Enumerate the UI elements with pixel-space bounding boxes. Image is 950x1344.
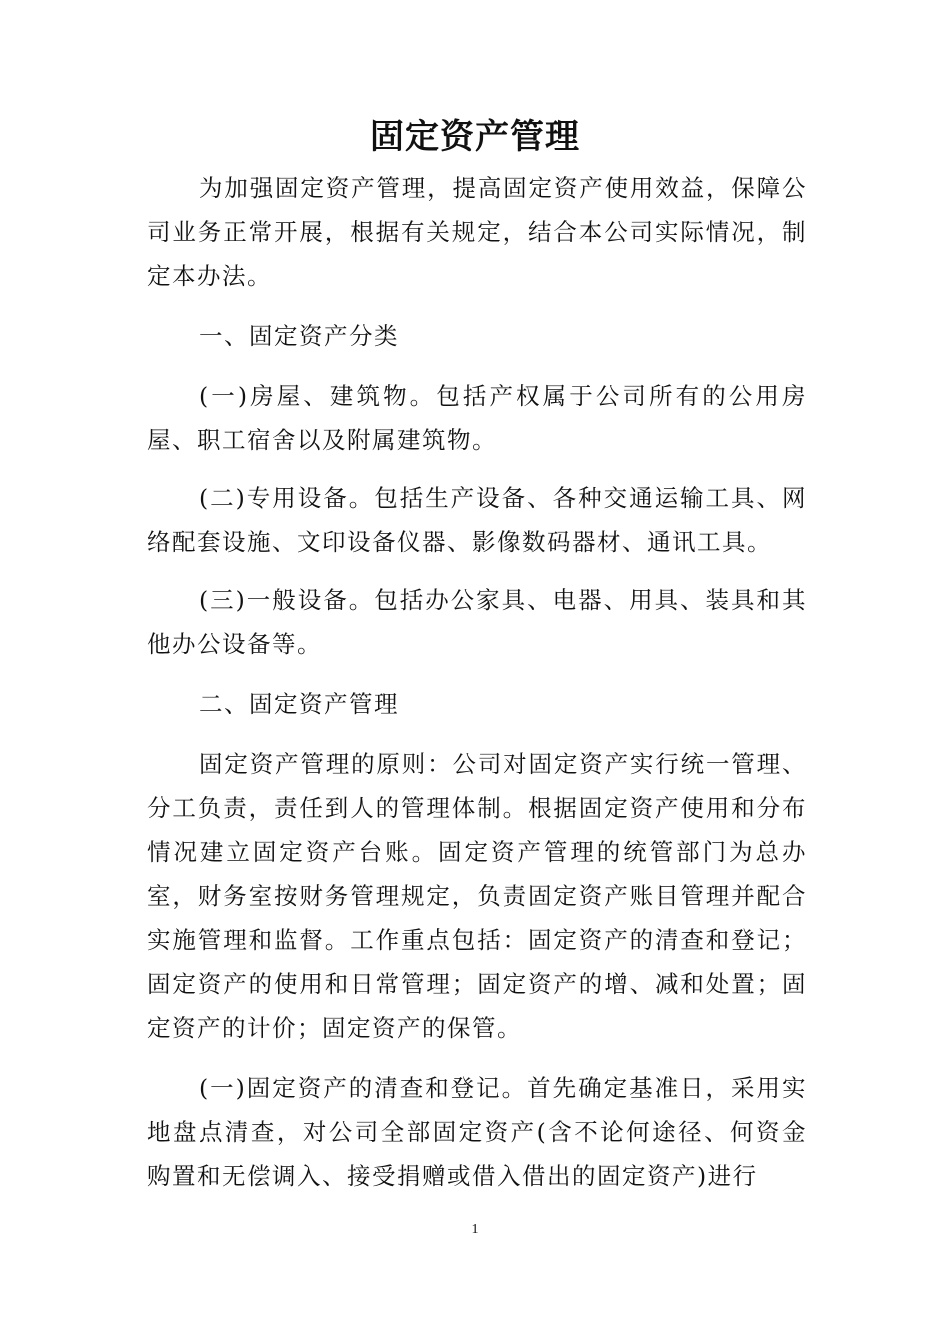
document-body <box>147 166 807 1198</box>
paragraph-special-equipment: (二)专用设备。包括生产设备、各种交通运输工具、网络配套设施、文印设备仪器、影像数码器材、通讯工具。 <box>147 484 807 556</box>
paragraph-intro: 为加强固定资产管理，提高固定资产使用效益，保障公司业务正常开展，根据有关规定，结合本公司实际情况，制定本办法。 <box>147 174 807 290</box>
section-heading-classification: 一、固定资产分类 <box>199 322 399 350</box>
paragraph-buildings: (一)房屋、建筑物。包括产权属于公司所有的公用房屋、职工宿舍以及附属建筑物。 <box>147 382 807 454</box>
page-number: 1 <box>471 1222 479 1237</box>
paragraph-management-principles: 固定资产管理的原则：公司对固定资产实行统一管理、分工负责，责任到人的管理体制。根据固定资产使用和分布情况建立固定资产台账。固定资产管理的统管部门为总办室，财务室按财务管理规定，负责固定资产账目管理并配合实施管理和监督。工作重点包括：固定资产的清查和登记；固定资产的使用和日常管理；固定资产的增、减和处置；固定资产的计价；固定资产的保管。 <box>147 750 807 1042</box>
paragraph-general-equipment: (三)一般设备。包括办公家具、电器、用具、装具和其他办公设备等。 <box>147 586 807 658</box>
paragraph-inventory-registration: (一)固定资产的清查和登记。首先确定基准日，采用实地盘点清查，对公司全部固定资产(含不论何途径、何资金购置和无偿调入、接受捐赠或借入借出的固定资产)进行 <box>147 1074 807 1190</box>
section-heading-management: 二、固定资产管理 <box>199 690 399 718</box>
document-title: 固定资产管理 <box>370 117 580 157</box>
